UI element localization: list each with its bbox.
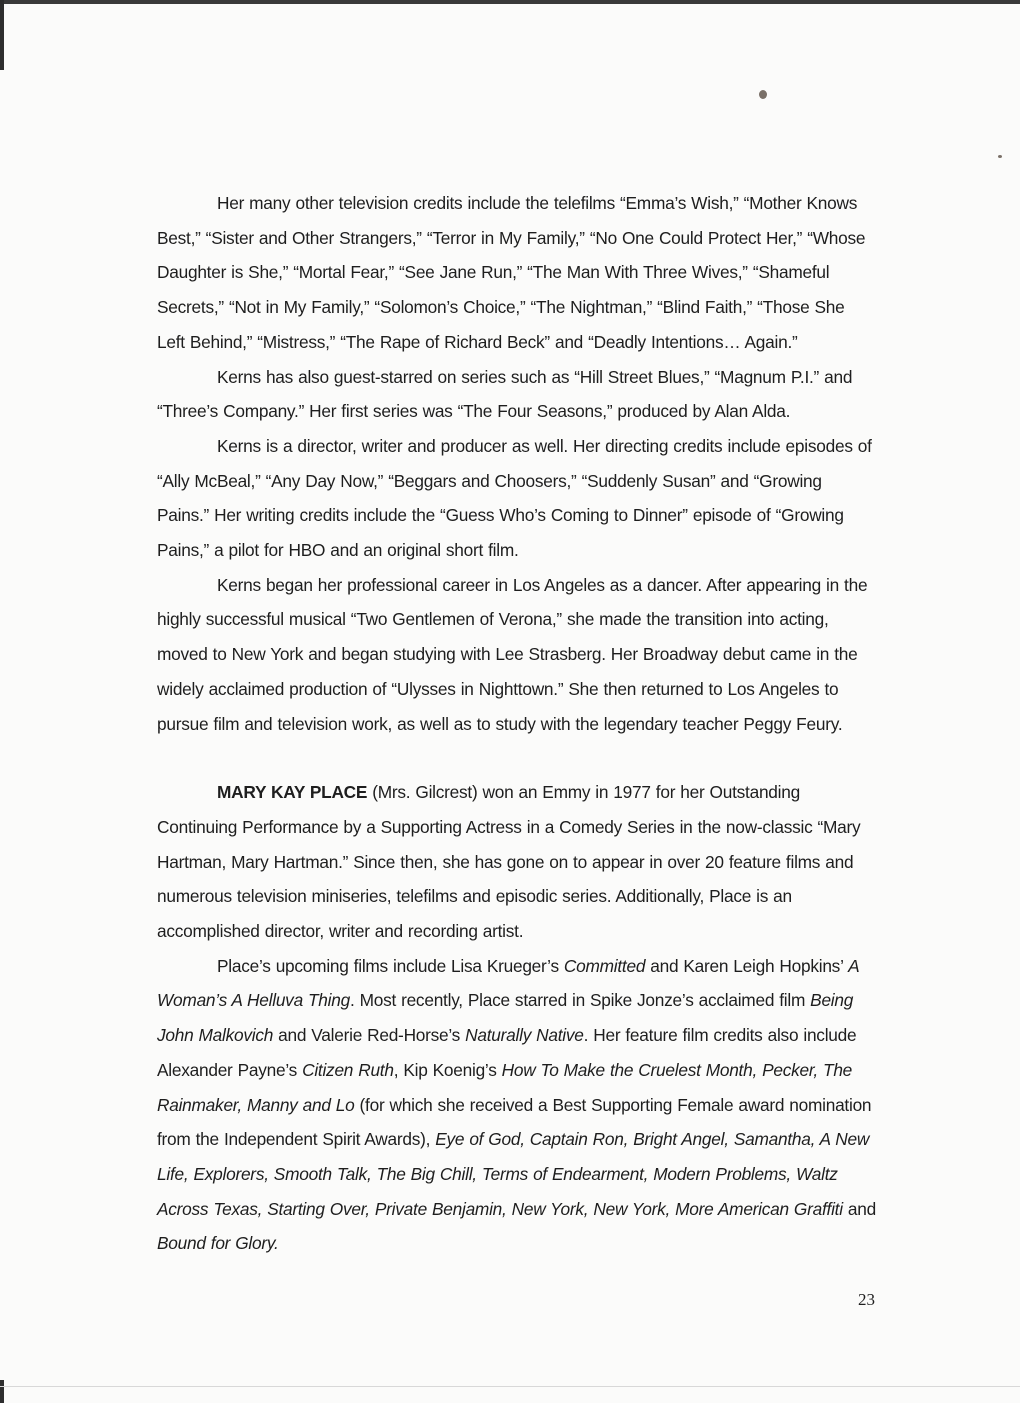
film-title: Naturally Native: [465, 1025, 584, 1046]
film-title-list: Eye of God, Captain Ron, Bright Angel, Samantha, A New Life, Explorers, Smooth Talk, The Big Chill, Terms of Endearment, Modern Problems, Waltz Across Texas, Starting Over, Private Benjamin, New York, New York, More American Graffiti: [157, 1129, 870, 1219]
film-title: Committed: [563, 955, 646, 976]
paragraph-mary-kay-place: [157, 775, 877, 949]
film-title: Bound for Glory.: [157, 1233, 279, 1254]
paragraph-director-writer: Kerns is a director, writer and producer as well. Her directing credits include episodes of “Ally McBeal,” “Any Day Now,” “Beggars and Choosers,” “Suddenly Susan” and “Growing Pains.” Her writing credits include the “Guess Who’s Coming to Dinner” episode of “Growing Pains,” a pilot for HBO and an original short film.: [157, 435, 872, 561]
film-title: Being John Malkovich: [157, 990, 854, 1046]
film-title: How To Make the Cruelest Month, Pecker, The Rainmaker, Manny and Lo: [157, 1059, 853, 1115]
paragraph-gap: [157, 741, 877, 775]
text-run: , Kip Koenig’s: [393, 1059, 502, 1080]
scan-left-edge: [0, 0, 4, 70]
paragraph-guest-starred: Kerns has also guest-starred on series such as “Hill Street Blues,” “Magnum P.I.” and “Three’s Company.” Her first series was “The Four Seasons,” produced by Alan Alda.: [157, 366, 853, 422]
film-title: A Woman’s A Helluva Thing: [157, 955, 859, 1011]
paragraph-career-beginning: Kerns began her professional career in Los Angeles as a dancer. After appearing in the highly successful musical “Two Gentlemen of Verona,” she made the transition into acting, moved to New York and began studying with Lee Strasberg. Her Broadway debut came in the widely acclaimed production of “Ulysses in Nighttown.” She then returned to Los Angeles to pursue film and television work, as well as to study with the legendary teacher Peggy Feury.: [157, 574, 868, 734]
paragraph-other-credits: Her many other television credits include the telefilms “Emma’s Wish,” “Mother Knows Best,” “Sister and Other Strangers,” “Terror in My Family,” “No One Could Protect Her,” “Whose Daughter is She,” “Mortal Fear,” “See Jane Run,” “The Man With Three Wives,” “Shameful Secrets,” “Not in My Family,” “Solomon’s Choice,” “The Nightman,” “Blind Faith,” “Those She Left Behind,” “Mistress,” “The Rape of Richard Beck” and “Deadly Intentions… Again.”: [157, 193, 866, 352]
text-run: (for which she received a Best Supporting Female award nomination from the Independent Spirit Awards),: [157, 1094, 872, 1150]
scan-speck: [759, 90, 767, 99]
text-run: . Most recently, Place starred in Spike Jonze’s acclaimed film: [349, 990, 811, 1011]
body-text: [157, 186, 877, 1261]
paragraph-films: [157, 949, 877, 1261]
text-run: . Her feature film credits also include Alexander Payne’s: [157, 1025, 857, 1080]
actor-name: MARY KAY PLACE: [217, 782, 368, 803]
bio-text: (Mrs. Gilcrest) won an Emmy in 1977 for her Outstanding Continuing Performance by a Supporting Actress in a Comedy Series in the now-classic “Mary Hartman, Mary Hartman.” Since then, she has gone on to appear in over 20 feature films and numerous television miniseries, telefilms and episodic series. Additionally, Place is an accomplished director, writer and recording artist.: [157, 782, 861, 942]
page-number: 23: [858, 1290, 875, 1309]
scan-left-edge-bottom: [0, 1380, 4, 1403]
text-run: Place’s upcoming films include Lisa Krueger’s: [217, 955, 564, 976]
scan-speck: [998, 155, 1002, 158]
text-run: and Valerie Red-Horse’s: [273, 1025, 466, 1046]
film-title: Citizen Ruth: [302, 1059, 394, 1080]
scan-bottom-edge: [0, 1386, 1020, 1387]
scan-top-edge: [0, 0, 1020, 4]
text-run: and: [842, 1198, 876, 1219]
text-run: and Karen Leigh Hopkins’: [645, 955, 849, 976]
